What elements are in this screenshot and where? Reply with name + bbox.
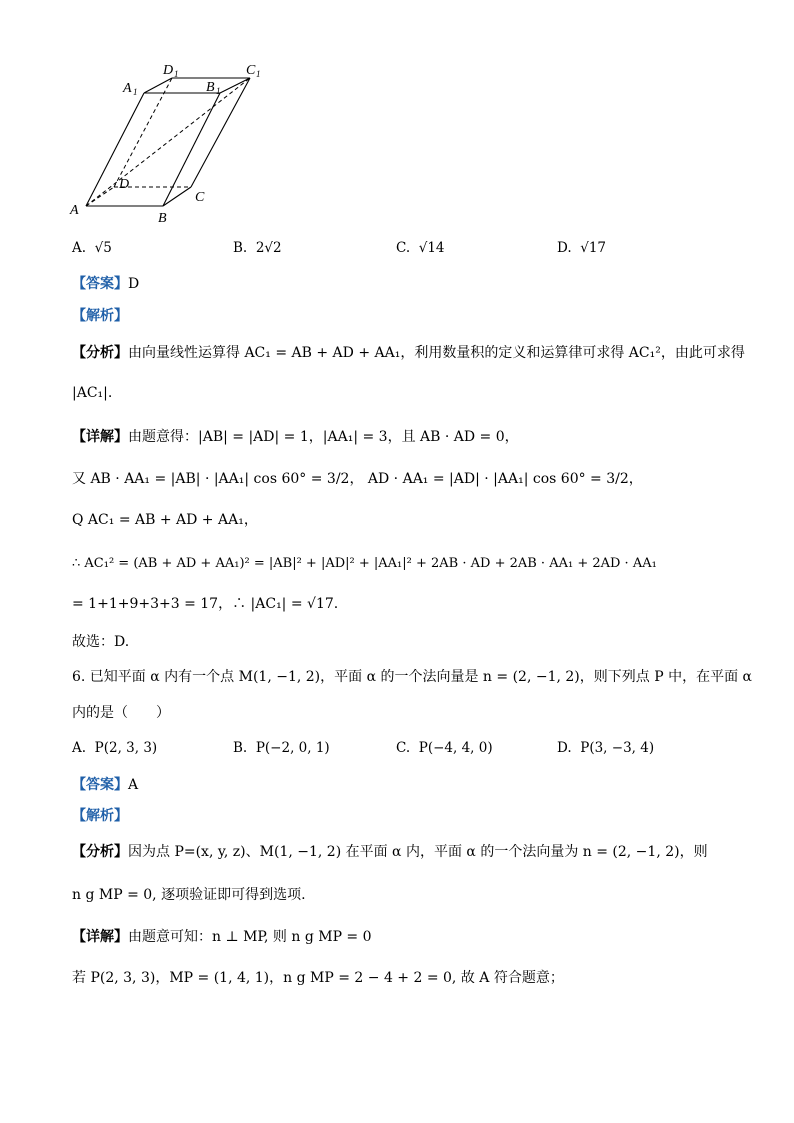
q5-option-b (233, 238, 282, 258)
question-stem: 6. 已知平面 α 内有一个点 M(1, −1, 2)，平面 α 的一个法向量是 n = (2, −1, 2)，则下列点 P 中，在平面 α (72, 669, 752, 685)
label-c1-sub: 1 (256, 69, 261, 79)
detail-text: Q AC₁ = AB + AD + AA₁， (72, 512, 258, 528)
q5-detail-line-4 (72, 553, 657, 574)
detail-text: 又 AB · AA₁ = |AB| · |AA₁| cos 60° = 3/2， AD · AA₁ = |AD| · |AA₁| cos 60° = 3/2， (72, 471, 643, 487)
detail-text: = 1+1+9+3+3 = 17，∴ |AC₁| = √17. (72, 596, 339, 612)
option-text: √14 (418, 240, 445, 256)
q5-analysis-heading (72, 306, 128, 326)
q6-fenxi-line-1 (72, 842, 708, 862)
q5-fenxi-line-2 (72, 383, 112, 403)
q6-fenxi-line-2 (72, 885, 306, 905)
label-d1-sub: 1 (174, 69, 179, 79)
answer-value: D (128, 276, 140, 292)
q5-detail-line-3 (72, 510, 258, 530)
label-a1-sub: 1 (133, 87, 138, 97)
fenxi-tag: 【分析】 (72, 345, 128, 361)
label-c1: C (246, 63, 256, 78)
q6-option-c (396, 738, 493, 758)
q5-option-a (72, 238, 112, 258)
conclusion-text: 故选：D. (72, 634, 130, 650)
q6-detail-line-2 (72, 968, 564, 988)
label-a: A (70, 203, 79, 218)
detail-tag: 【详解】 (72, 929, 128, 945)
q5-detail-line-1 (72, 427, 519, 447)
option-letter: C. (396, 740, 411, 756)
detail-tag: 【详解】 (72, 429, 128, 445)
label-b1-sub: 1 (216, 86, 221, 96)
label-b: B (158, 211, 167, 225)
option-letter: B. (233, 240, 248, 256)
q5-conclusion (72, 632, 129, 652)
q6-option-b (233, 738, 330, 758)
fenxi-text: 由向量线性运算得 AC₁ = AB + AD + AA₁，利用数量积的定义和运算律可求得 AC₁²，由此可求得 (128, 345, 745, 361)
fenxi-text: |AC₁|. (72, 385, 113, 401)
fenxi-tag: 【分析】 (72, 844, 128, 860)
answer-tag: 【答案】 (72, 777, 128, 793)
q6-analysis-heading (72, 806, 128, 826)
q5-answer (72, 274, 139, 294)
analysis-tag: 【解析】 (72, 308, 128, 324)
option-text: P(2, 3, 3) (94, 740, 158, 756)
label-b1: B (206, 80, 215, 95)
option-letter: D. (557, 240, 572, 256)
option-text: P(−2, 0, 1) (255, 740, 330, 756)
option-letter: A. (72, 740, 87, 756)
label-c: C (195, 190, 205, 205)
q6-stem-line-2 (72, 703, 170, 723)
answer-tag: 【答案】 (72, 276, 128, 292)
option-letter: B. (233, 740, 248, 756)
question-stem: 内的是（ ） (72, 705, 170, 721)
fenxi-text: n g MP = 0, 逐项验证即可得到选项. (72, 887, 306, 903)
q6-answer (72, 775, 138, 795)
option-letter: A. (72, 240, 87, 256)
q6-detail-line-1 (72, 927, 372, 947)
fenxi-text: 因为点 P=(x, y, z)、M(1, −1, 2) 在平面 α 内，平面 α 的一个法向量为 n = (2, −1, 2)，则 (128, 844, 708, 860)
option-text: P(3, −3, 4) (580, 740, 655, 756)
answer-value: A (128, 777, 139, 793)
diagonal-a-c1 (86, 78, 250, 206)
detail-text: 由题意可知：n ⊥ MP, 则 n g MP = 0 (128, 929, 372, 945)
q6-stem-line-1 (72, 667, 752, 687)
label-d: D (119, 177, 130, 192)
q5-detail-line-5 (72, 594, 338, 614)
detail-text: 若 P(2, 3, 3)，MP = (1, 4, 1)，n g MP = 2 − 4 + 2 = 0, 故 A 符合题意； (72, 970, 564, 986)
option-text: 2√2 (255, 240, 282, 256)
label-a1: A (123, 81, 132, 96)
analysis-tag: 【解析】 (72, 808, 128, 824)
edge-a-d (86, 187, 114, 206)
detail-text: 由题意得：|AB| = |AD| = 1，|AA₁| = 3，且 AB · AD = 0， (128, 429, 519, 445)
option-text: √5 (94, 240, 112, 256)
detail-text: ∴ AC₁² = (AB + AD + AA₁)² = |AB|² + |AD|² + |AA₁|² + 2AB · AD + 2AB · AA₁ + 2AD · AA₁ (72, 556, 657, 571)
q6-option-d (557, 738, 654, 758)
option-text: P(−4, 4, 0) (418, 740, 493, 756)
q5-fenxi-line-1 (72, 343, 745, 363)
q5-option-c (396, 238, 445, 258)
option-letter: C. (396, 240, 411, 256)
label-d1: D (163, 63, 174, 78)
parallelepiped-figure (60, 60, 290, 225)
q5-detail-line-2 (72, 469, 643, 489)
q5-option-d (557, 238, 606, 258)
option-letter: D. (557, 740, 572, 756)
option-text: √17 (580, 240, 607, 256)
edge-a-a1 (86, 93, 144, 206)
q6-option-a (72, 738, 157, 758)
